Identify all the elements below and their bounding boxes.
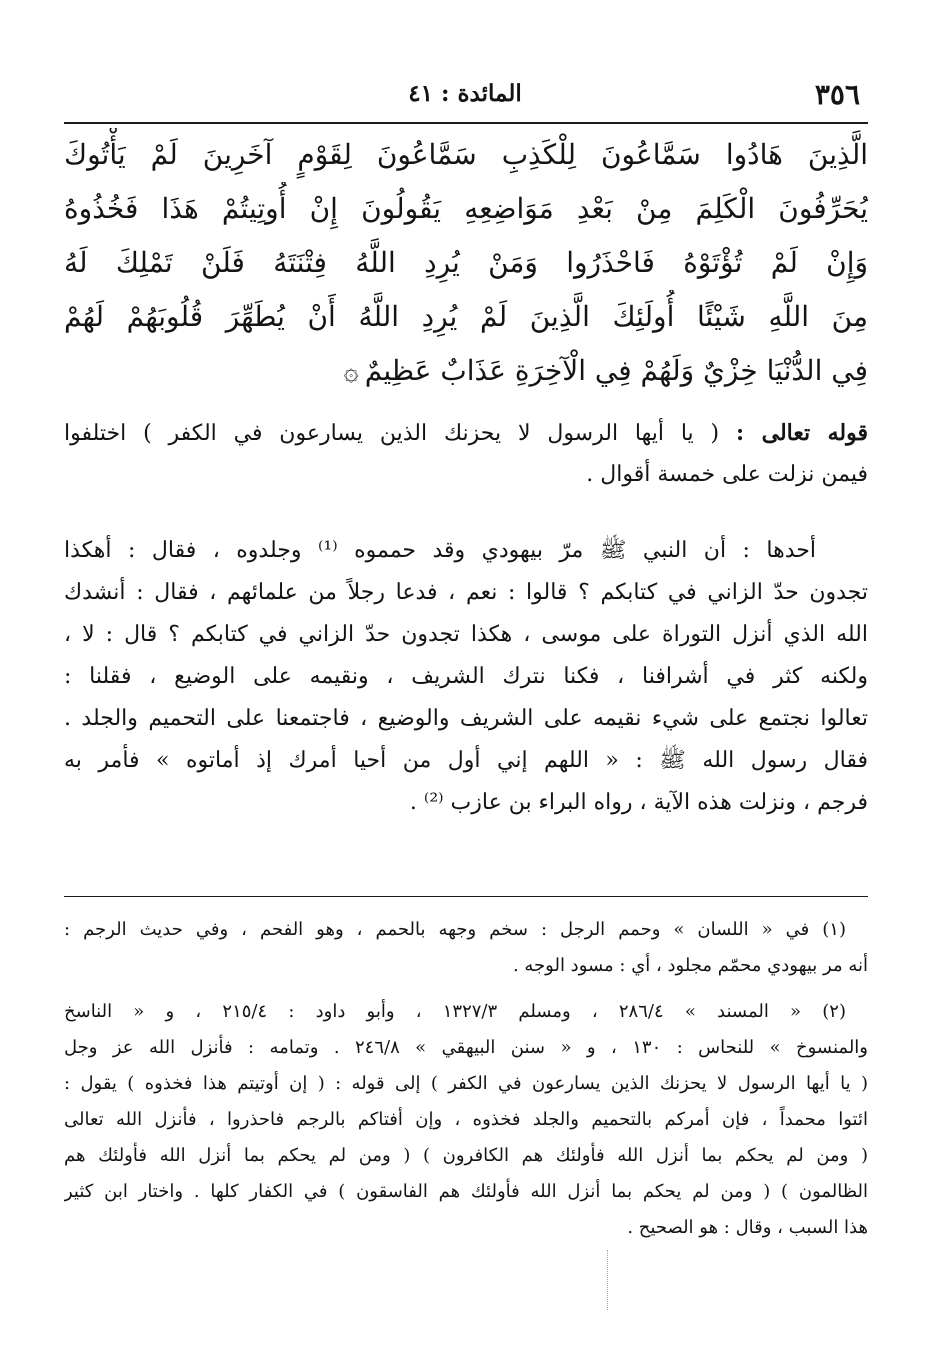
quran-verse — [64, 128, 868, 398]
scan-margin-mark — [607, 1250, 608, 1310]
commentary-line: فرجم ، ونزلت هذه الآية ، رواه البراء بن عازب ⁽²⁾ . — [409, 790, 868, 815]
commentary-line: فيمن نزلت على خمسة أقوال . — [586, 462, 868, 487]
header-rule — [64, 122, 868, 124]
footnotes — [64, 912, 868, 1246]
commentary-line: تجدون حدّ الزاني في كتابكم ؟ قالوا : نعم ، فدعا رجلاً من علمائهم ، فقال : أنشدك — [64, 580, 868, 605]
commentary-line: فقال رسول الله ﷺ : « اللهم إني أول من أحيا أمرك إذ أماتوه » فأمر به — [64, 748, 868, 773]
commentary-line: ولكنه كثر في أشرافنا ، فكنا نترك الشريف ، ونقيمه على الوضيع ، فقلنا : — [64, 664, 868, 689]
verse-line: مِنَ اللَّهِ شَيْئًا أُولَئِكَ الَّذِينَ لَمْ يُرِدِ اللَّهُ أَنْ يُطَهِّرَ قُلُوبَهُمْ لَهُمْ — [64, 300, 868, 333]
footnote-rule — [64, 896, 868, 897]
footnote-line: الظالمون ) ( ومن لم يحكم بما أنزل الله فأولئك هم الفاسقون ) في الكفار كلها . واختار ابن كثير — [64, 1181, 868, 1202]
running-header — [70, 74, 860, 114]
footnote-line: ( يا أيها الرسول لا يحزنك الذين يسارعون في الكفر ) إلى قوله : ( إن أوتيتم هذا فخذوه ) يقول : — [64, 1073, 868, 1094]
verse-end-mark: ۞ — [343, 357, 359, 387]
footnote-line: ائتوا محمداً ، فإن أمركم بالتحميم والجلد فخذوه ، وإن أفتاكم بالرجم فاحذروا ، فأنزل الله تعالى — [64, 1109, 868, 1130]
verse-line: وَإِنْ لَمْ تُؤْتَوْهُ فَاحْذَرُوا وَمَنْ يُرِدِ اللَّهُ فِتْنَتَهُ فَلَنْ تَمْلِكَ لَهُ — [64, 246, 868, 279]
commentary-line: تعالوا نجتمع على شيء نقيمه على الشريف والوضيع ، فاجتمعنا على التحميم والجلد . — [64, 706, 868, 731]
commentary-line — [64, 412, 868, 454]
running-title: المائدة : ٤١ — [408, 80, 522, 107]
footnote-line: (١) في « اللسان » وحمم الرجل : سخم وجهه بالحمم ، وهو الفحم ، وفي حديث الرجم : — [64, 919, 846, 940]
verse-line: الَّذِينَ هَادُوا سَمَّاعُونَ لِلْكَذِبِ سَمَّاعُونَ لِقَوْمٍ آخَرِينَ لَمْ يَأْتُوكَ — [64, 138, 868, 171]
commentary — [64, 412, 868, 824]
commentary-line: الله الذي أنزل التوراة على موسى ، هكذا تجدون حدّ الزاني في كتابكم ؟ قال : لا ، — [64, 622, 868, 647]
verse-text: فِي الدُّنْيَا خِزْيٌ وَلَهُمْ فِي الْآخِرَةِ عَذَابٌ عَظِيمٌ — [364, 354, 868, 387]
verse-line-last — [64, 344, 868, 398]
footnote-line: هذا السبب ، وقال : هو الصحيح . — [627, 1217, 868, 1238]
page-number: ٣٥٦ — [814, 78, 860, 111]
footnote-line: ( ومن لم يحكم بما أنزل الله فأولئك هم الكافرون ) ( ومن لم يحكم بما أنزل الله فأولئك هم — [64, 1145, 868, 1166]
verse-line: يُحَرِّفُونَ الْكَلِمَ مِنْ بَعْدِ مَوَاضِعِهِ يَقُولُونَ إِنْ أُوتِيتُمْ هَذَا فَخُذُوهُ — [64, 192, 868, 225]
footnote-line: أنه مر بيهودي محمّم مجلود ، أي : مسود الوجه . — [512, 955, 868, 976]
commentary-lead: قوله تعالى : — [735, 420, 868, 446]
commentary-line: أحدها : أن النبي ﷺ مرّ بيهودي وقد حمموه ⁽¹⁾ وجلدوه ، فقال : أهكذا — [64, 538, 816, 563]
commentary-text: ( يا أيها الرسول لا يحزنك الذين يسارعون في الكفر ) اختلفوا — [64, 421, 720, 446]
footnote-line: والمنسوخ » للنحاس : ١٣٠ ، و « سنن البيهقي » ٢٤٦/٨ . وتمامه : فأنزل الله عز وجل — [64, 1037, 868, 1058]
footnote-line: (٢) « المسند » ٢٨٦/٤ ، ومسلم ١٣٢٧/٣ ، وأبو داود : ٢١٥/٤ ، و « الناسخ — [64, 1001, 846, 1022]
